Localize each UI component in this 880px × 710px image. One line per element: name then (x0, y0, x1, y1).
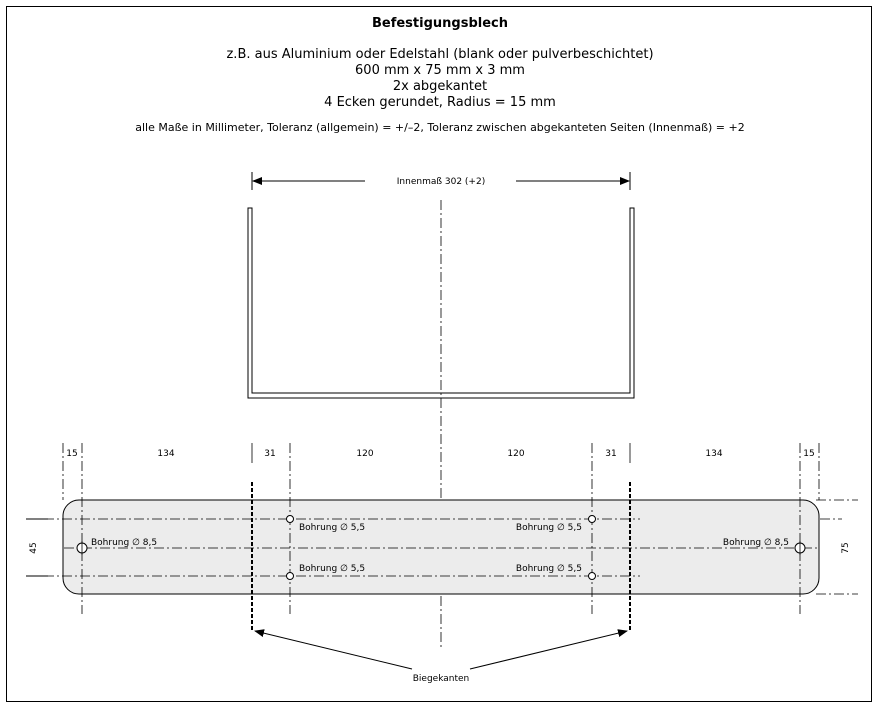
callout-arrow-right (470, 631, 627, 669)
inner-dimension-label: Innenmaß 302 (+2) (396, 177, 486, 187)
right-height-label: 75 (841, 542, 851, 554)
tolerance-note: alle Maße in Millimeter, Toleranz (allgemein) = +/–2, Toleranz zwischen abgekanteten Seiten (Innenmaß) = +2 (135, 121, 745, 134)
dim-label: 31 (605, 449, 617, 459)
hole-label-top-left: Bohrung ∅ 5,5 (299, 523, 366, 533)
dim-label: 120 (356, 449, 374, 459)
callout-arrow-left (255, 631, 412, 669)
dim-label: 15 (66, 449, 78, 459)
dim-label: 134 (705, 449, 723, 459)
material-line: z.B. aus Aluminium oder Edelstahl (blank oder pulverbeschichtet) (226, 47, 654, 62)
hole-small-bottom-right (589, 573, 596, 580)
hole-small-top-left (287, 516, 294, 523)
corners-line: 4 Ecken gerundet, Radius = 15 mm (324, 95, 556, 110)
bend-edges-label: Biegekanten (412, 674, 470, 684)
hole-small-top-right (589, 516, 596, 523)
dim-label: 15 (803, 449, 815, 459)
hole-label-bottom-right: Bohrung ∅ 5,5 (515, 564, 582, 574)
hole-label-left-large: Bohrung ∅ 8,5 (91, 538, 158, 548)
left-height-label: 45 (29, 542, 39, 554)
size-line: 600 mm x 75 mm x 3 mm (355, 63, 525, 78)
dim-label: 120 (507, 449, 525, 459)
horizontal-dimensions (66, 449, 814, 459)
hole-label-top-right: Bohrung ∅ 5,5 (515, 523, 582, 533)
hole-small-bottom-left (287, 573, 294, 580)
hole-label-right-large: Bohrung ∅ 8,5 (722, 538, 789, 548)
bends-line: 2x abgekantet (392, 79, 488, 94)
plate-outline (63, 500, 819, 594)
dim-label: 134 (157, 449, 175, 459)
drawing-title: Befestigungsblech (371, 16, 508, 31)
dim-label: 31 (264, 449, 276, 459)
hole-label-bottom-left: Bohrung ∅ 5,5 (299, 564, 366, 574)
